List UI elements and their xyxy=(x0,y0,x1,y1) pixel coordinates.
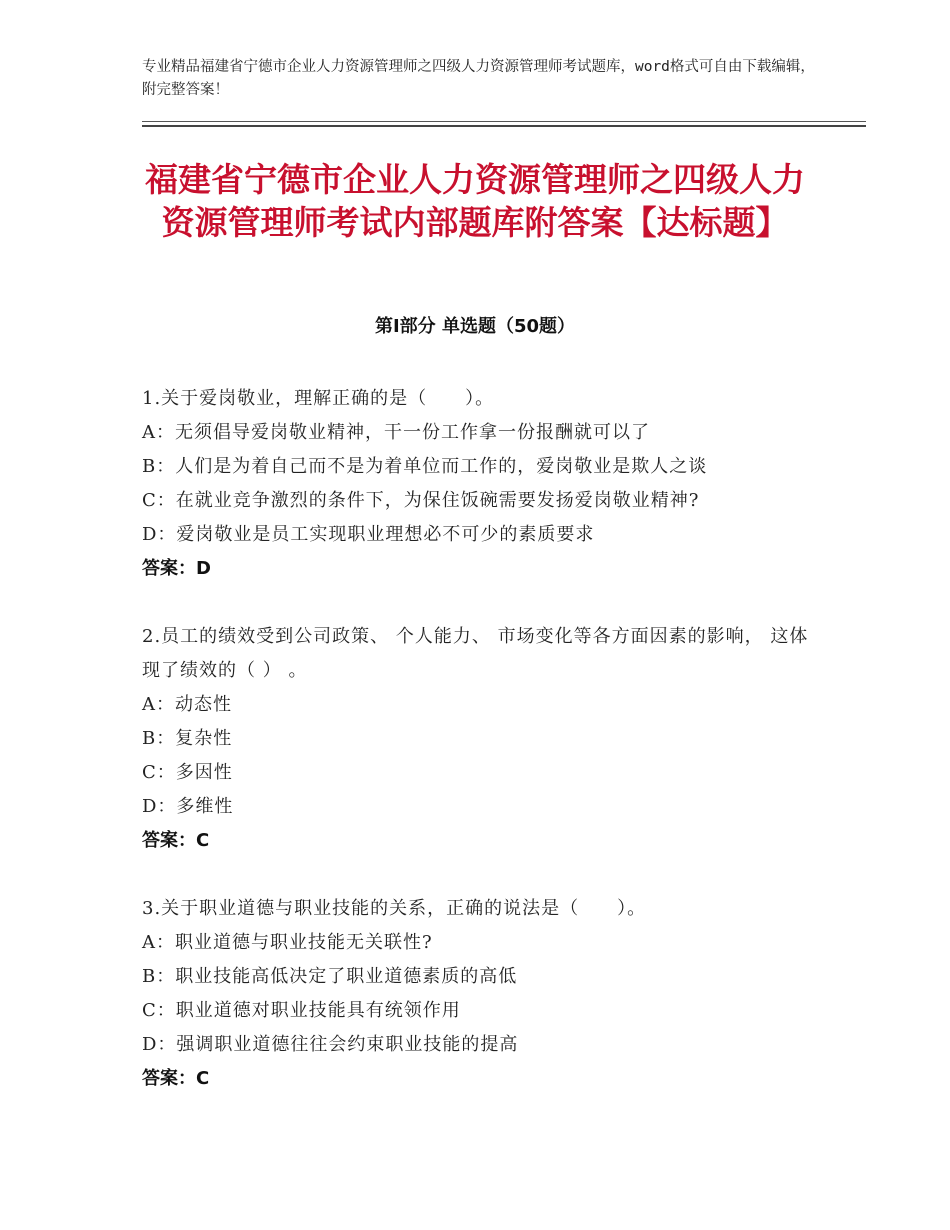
question-option: A：职业道德与职业技能无关联性? xyxy=(142,932,433,953)
question-option: D：强调职业道德往往会约束职业技能的提高 xyxy=(142,1034,519,1055)
header-note: 专业精品福建省宁德市企业人力资源管理师之四级人力资源管理师考试题库，word格式可自由下载编辑，附完整答案！ xyxy=(142,59,815,98)
section-heading: 第Ⅰ部分 单选题（50题） xyxy=(374,316,575,337)
header-divider-thin xyxy=(142,121,866,122)
header-divider-thick xyxy=(142,125,866,127)
question-option: D：爱岗敬业是员工实现职业理想必不可少的素质要求 xyxy=(142,524,595,545)
question-option: C：职业道德对职业技能具有统领作用 xyxy=(142,1000,461,1021)
question-list xyxy=(142,382,822,1130)
question-stem: 1.关于爱岗敬业，理解正确的是（ ）。 xyxy=(142,388,495,409)
question-option: B：人们是为着自己而不是为着单位而工作的，爱岗敬业是欺人之谈 xyxy=(142,456,708,477)
question-stem: 3.关于职业道德与职业技能的关系，正确的说法是（ ）。 xyxy=(142,898,647,919)
question-option: D：多维性 xyxy=(142,796,234,817)
question-item xyxy=(142,382,822,586)
question-stem: 2.员工的绩效受到公司政策、 个人能力、 市场变化等各方面因素的影响， 这体现了绩效的（ ） 。 xyxy=(142,626,809,681)
question-option: A：无须倡导爱岗敬业精神，干一份工作拿一份报酬就可以了 xyxy=(142,422,650,443)
question-answer: 答案：D xyxy=(142,558,211,579)
question-option: C：多因性 xyxy=(142,762,233,783)
question-item xyxy=(142,892,822,1096)
question-item xyxy=(142,620,822,858)
document-title: 福建省宁德市企业人力资源管理师之四级人力资源管理师考试内部题库附答案【达标题】 xyxy=(145,160,805,242)
question-option: B：复杂性 xyxy=(142,728,233,749)
question-option: A：动态性 xyxy=(142,694,232,715)
question-answer: 答案：C xyxy=(142,830,210,851)
question-answer: 答案：C xyxy=(142,1068,210,1089)
question-option: B：职业技能高低决定了职业道德素质的高低 xyxy=(142,966,518,987)
question-option: C：在就业竞争激烈的条件下，为保住饭碗需要发扬爱岗敬业精神? xyxy=(142,490,700,511)
